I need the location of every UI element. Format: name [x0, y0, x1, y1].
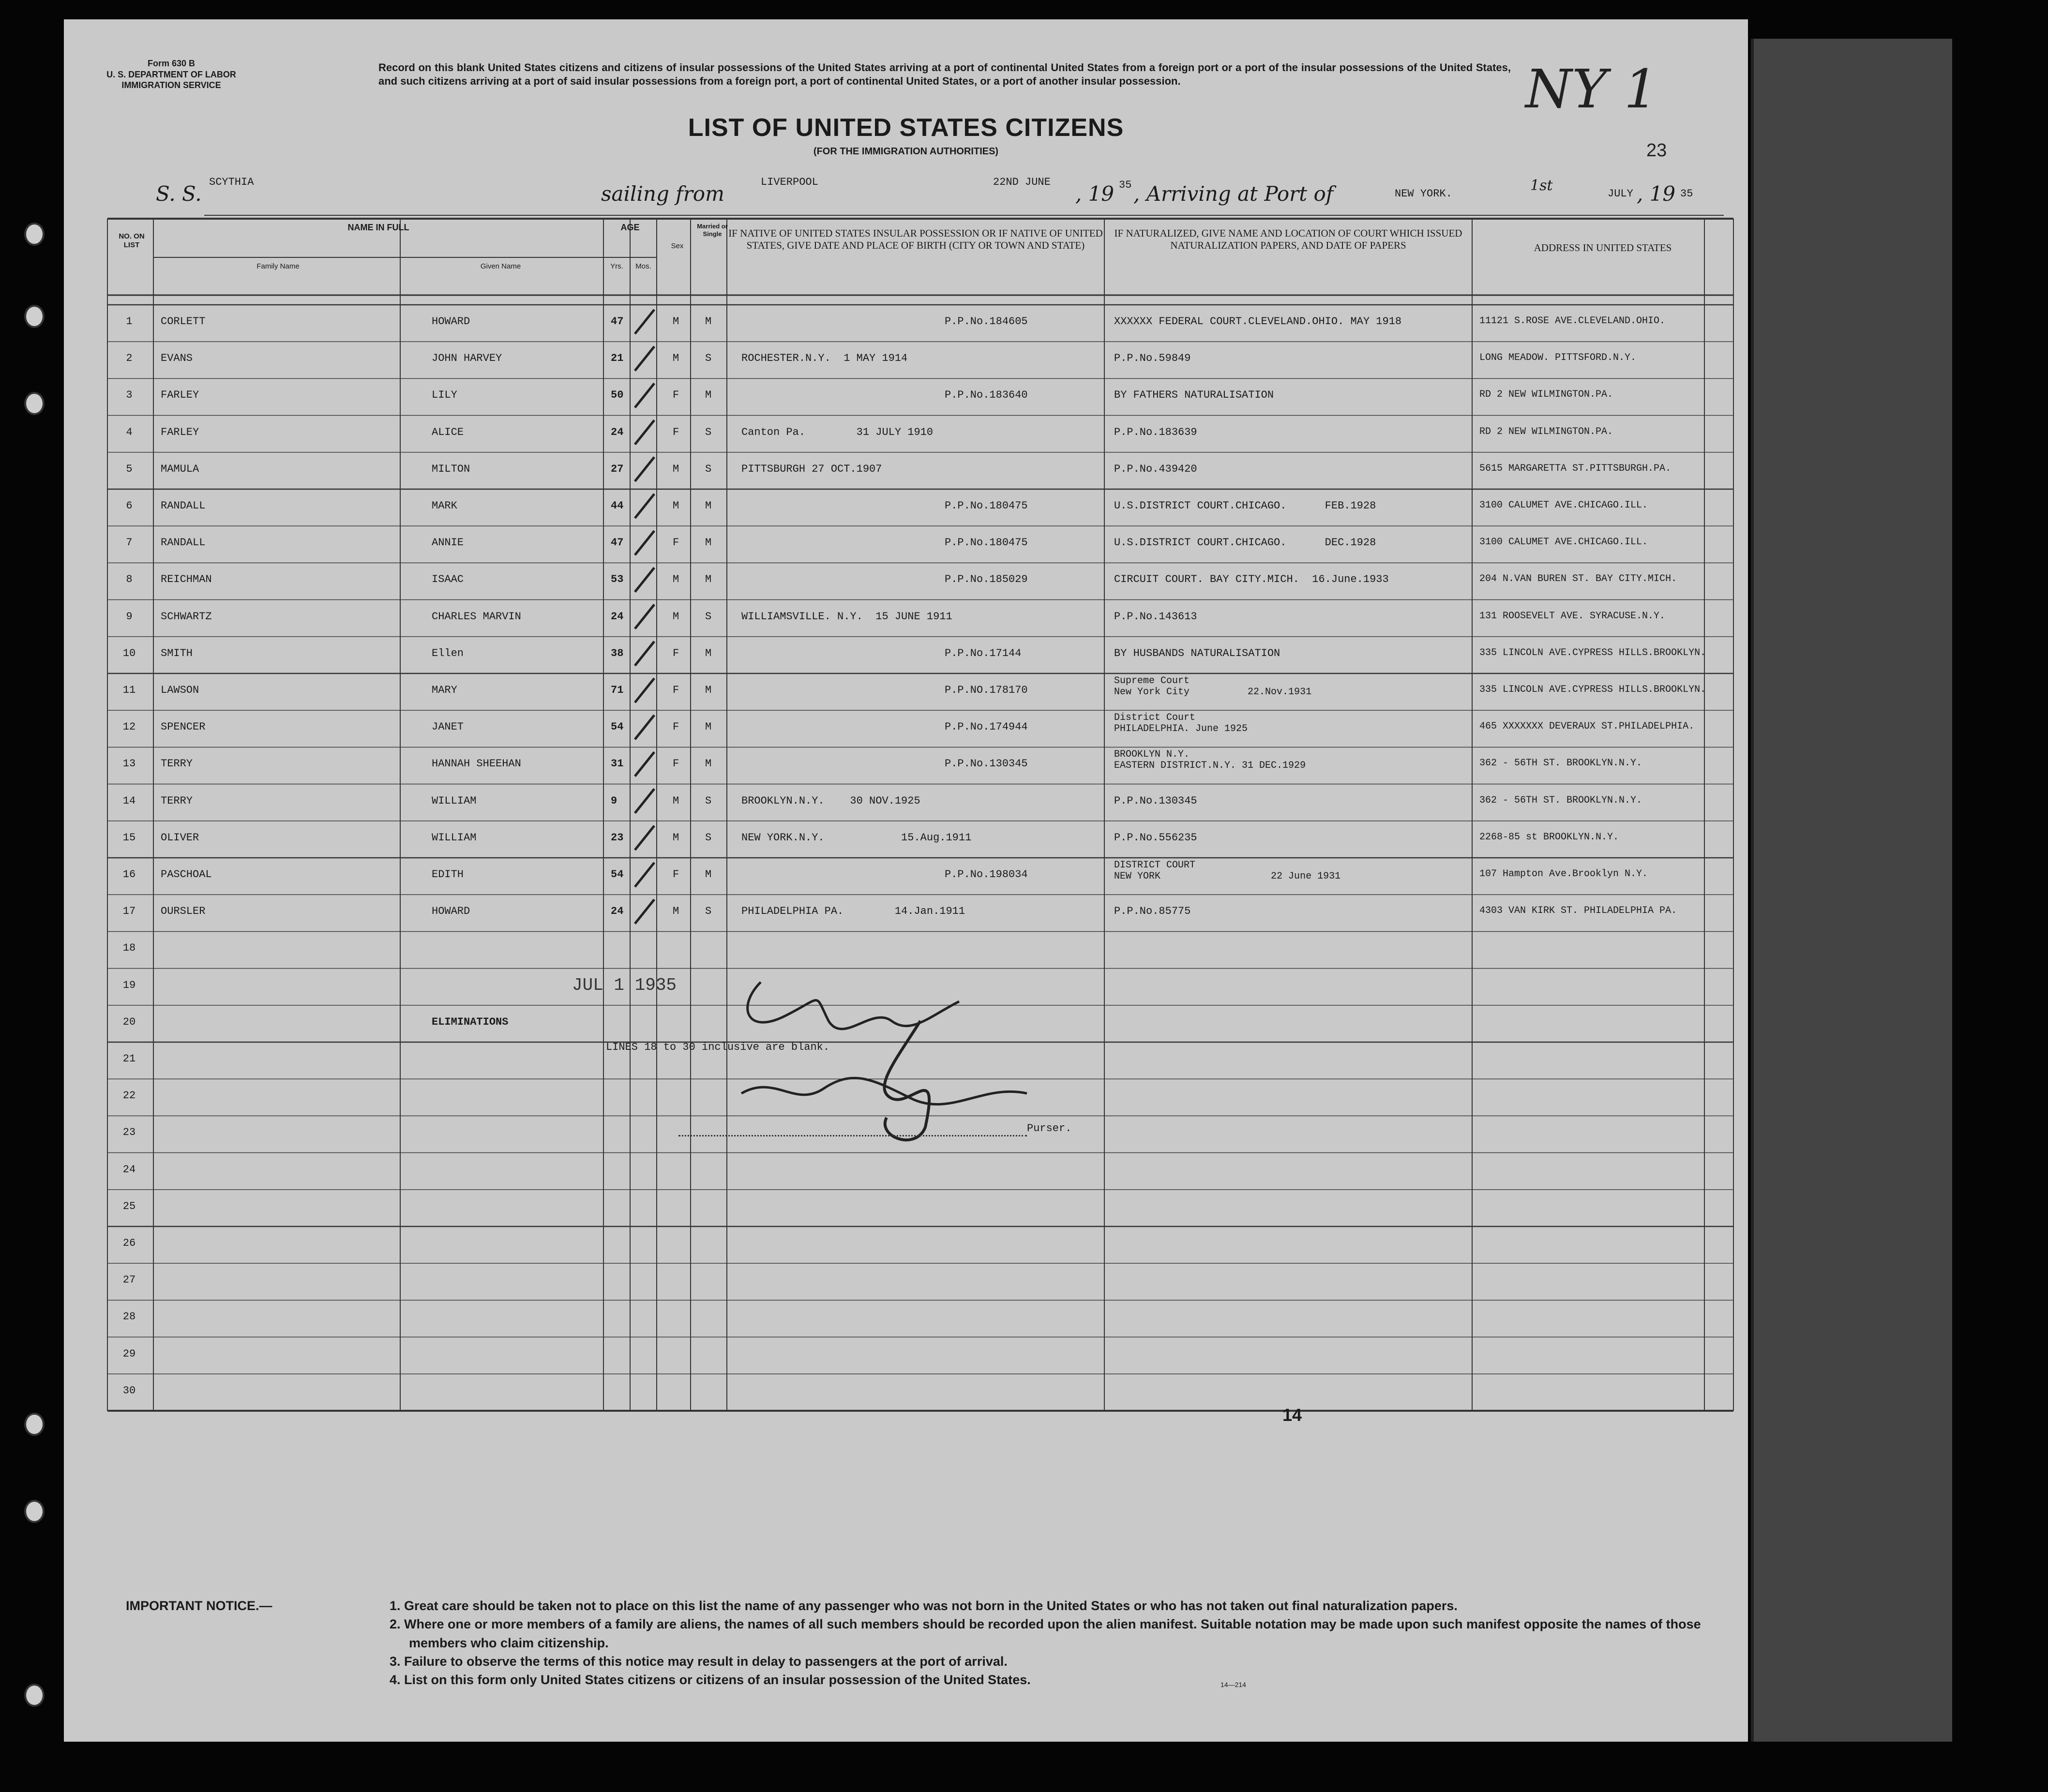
- manifest-page: [64, 19, 1748, 1742]
- sex-cell: M: [673, 573, 679, 586]
- header-years: Yrs.: [610, 262, 623, 270]
- marital-status-cell: M: [705, 500, 712, 512]
- row-number: 12: [122, 721, 136, 733]
- marital-status-cell: S: [705, 831, 712, 844]
- sex-cell: M: [673, 500, 679, 512]
- address-cell: 335 LINCOLN AVE.CYPRESS HILLS.BROOKLYN.: [1479, 647, 1706, 658]
- row-number: 6: [126, 500, 133, 512]
- notice-item: 4. List on this form only United States citizens or citizens of an insular possession of the United States.: [390, 1673, 1031, 1687]
- header-name-in-full: NAME IN FULL: [347, 223, 409, 232]
- notice-item: 3. Failure to observe the terms of this notice may result in delay to passengers at the port of arrival.: [390, 1654, 1008, 1669]
- given-name-cell: LILY: [432, 389, 457, 402]
- naturalization-cell: District Court PHILADELPHIA. June 1925: [1114, 712, 1248, 735]
- given-name-cell: ELIMINATIONS: [432, 1015, 509, 1028]
- age-years-cell: 47: [611, 315, 624, 328]
- sex-cell: F: [673, 647, 679, 659]
- sex-cell: F: [673, 684, 679, 696]
- header-months: Mos.: [635, 262, 651, 270]
- arrival-year: 35: [1680, 188, 1693, 200]
- marital-status-cell: M: [705, 573, 712, 586]
- family-name-cell: TERRY: [161, 794, 193, 807]
- naturalization-cell: P.P.No.130345: [1114, 794, 1197, 807]
- marital-status-cell: M: [705, 684, 712, 696]
- address-cell: RD 2 NEW WILMINGTON.PA.: [1479, 426, 1613, 437]
- age-years-cell: 24: [611, 426, 624, 438]
- sex-cell: F: [673, 537, 679, 549]
- marital-status-cell: M: [705, 721, 712, 733]
- department-name: U. S. DEPARTMENT OF LABOR: [106, 69, 236, 79]
- address-cell: 362 - 56TH ST. BROOKLYN.N.Y.: [1479, 794, 1642, 806]
- naturalization-cell: XXXXXX FEDERAL COURT.CLEVELAND.OHIO. MAY 1918: [1114, 315, 1402, 328]
- sex-cell: M: [673, 352, 679, 365]
- passport-cell: P.P.No.180475: [945, 500, 1028, 512]
- check-mark: [635, 457, 654, 481]
- marital-status-cell: S: [705, 794, 712, 807]
- given-name-cell: JANET: [432, 721, 464, 733]
- age-years-cell: 53: [611, 573, 624, 586]
- naturalization-cell: U.S.DISTRICT COURT.CHICAGO. FEB.1928: [1114, 500, 1376, 512]
- family-name-cell: EVANS: [161, 352, 193, 365]
- row-number: 14: [122, 794, 136, 807]
- birthplace-cell: BROOKLYN.N.Y. 30 NOV.1925: [741, 794, 920, 807]
- row-number: 9: [126, 610, 133, 623]
- given-name-cell: WILLIAM: [432, 794, 477, 807]
- given-name-cell: MARK: [432, 500, 457, 512]
- header-birth: IF NATIVE OF UNITED STATES INSULAR POSSESSION OR IF NATIVE OF UNITED STATES, GIVE DATE AND PLACE OF BIRTH (CITY OR TOWN AND STATE): [728, 227, 1103, 252]
- check-mark: [635, 715, 654, 739]
- page-subtitle: (FOR THE IMMIGRATION AUTHORITIES): [813, 146, 999, 157]
- marital-status-cell: S: [705, 905, 712, 918]
- sex-cell: F: [673, 758, 679, 770]
- row-number: 7: [126, 537, 133, 549]
- sex-cell: F: [673, 721, 679, 733]
- address-cell: LONG MEADOW. PITTSFORD.N.Y.: [1479, 352, 1637, 364]
- given-name-cell: MARY: [432, 684, 457, 696]
- family-name-cell: FARLEY: [161, 426, 199, 438]
- row-number: 4: [126, 426, 133, 438]
- header-address: ADDRESS IN UNITED STATES: [1534, 242, 1672, 254]
- arrival-day: 1st: [1530, 177, 1553, 194]
- row-number: 16: [122, 868, 136, 881]
- row-number: 3: [126, 389, 133, 402]
- naturalization-cell: Supreme Court New York City 22.Nov.1931: [1114, 675, 1312, 698]
- binding-strip: [1751, 39, 1952, 1742]
- address-cell: 107 Hampton Ave.Brooklyn N.Y.: [1479, 868, 1648, 880]
- given-name-cell: Ellen: [432, 647, 464, 659]
- family-name-cell: MAMULA: [161, 463, 199, 475]
- marital-status-cell: S: [705, 426, 712, 438]
- marital-status-cell: M: [705, 537, 712, 549]
- row-number: 2: [126, 352, 133, 365]
- age-years-cell: 71: [611, 684, 624, 696]
- purser-line: [678, 1135, 1027, 1136]
- sex-cell: F: [673, 426, 679, 438]
- given-name-cell: HOWARD: [432, 905, 470, 918]
- row-number: 24: [122, 1163, 136, 1176]
- address-cell: 5615 MARGARETTA ST.PITTSBURGH.PA.: [1479, 463, 1672, 474]
- check-mark: [635, 567, 654, 592]
- record-instructions: Record on this blank United States citizens and citizens of insular possessions of the United States arriving at a port of continental United States from a foreign port or a port of the insular possessions of the United States, and such citizens arriving at a port of said insular possessions from a foreign port, a port of continental United States, or a port of another insular possession.: [378, 61, 1511, 88]
- manifest-table-grid: [64, 19, 1748, 1742]
- age-years-cell: 38: [611, 647, 624, 659]
- passport-cell: P.P.No.185029: [945, 573, 1028, 586]
- birthplace-cell: PITTSBURGH 27 OCT.1907: [741, 463, 882, 475]
- year-prefix: , 19: [1075, 182, 1114, 206]
- naturalization-cell: CIRCUIT COURT. BAY CITY.MICH. 16.June.1933: [1114, 573, 1389, 586]
- punch-hole: [24, 1413, 45, 1436]
- eliminations-lines-text: LINES 18 to 30 inclusive are blank.: [606, 1041, 830, 1053]
- passport-cell: P.P.No.130345: [945, 758, 1028, 770]
- address-cell: 335 LINCOLN AVE.CYPRESS HILLS.BROOKLYN.: [1479, 684, 1706, 695]
- date-stamp: JUL 1 1935: [572, 975, 677, 995]
- family-name-cell: SPENCER: [161, 721, 206, 733]
- address-cell: RD 2 NEW WILMINGTON.PA.: [1479, 389, 1613, 401]
- age-years-cell: 47: [611, 537, 624, 549]
- check-mark: [635, 826, 654, 850]
- row-number: 18: [122, 942, 136, 955]
- row-number: 8: [126, 573, 133, 586]
- row-number: 28: [122, 1311, 136, 1323]
- passport-cell: P.P.No.17144: [945, 647, 1022, 659]
- marital-status-cell: S: [705, 352, 712, 365]
- row-number: 22: [122, 1090, 136, 1102]
- punch-hole: [24, 305, 45, 328]
- notice-item: 1. Great care should be taken not to place on this list the name of any passenger who was not born in the United States or who has not taken out final naturalization papers.: [390, 1598, 1458, 1613]
- signature-scrawl: [669, 963, 1298, 1156]
- marital-status-cell: M: [705, 389, 712, 402]
- row-number: 1: [126, 315, 133, 328]
- sex-cell: M: [673, 315, 679, 328]
- notice-item: 2. Where one or more members of a family are aliens, the names of all such members should be recorded upon the alien manifest. Suitable notation may be made upon such manifest opposite the names of those members who claim citizenship.: [390, 1617, 1701, 1650]
- marital-status-cell: M: [705, 868, 712, 881]
- header-given-name: Given Name: [480, 262, 521, 270]
- family-name-cell: SCHWARTZ: [161, 610, 212, 623]
- header-married-single: Married or Single: [697, 223, 728, 238]
- notice-items: [390, 1597, 1745, 1689]
- birthplace-cell: WILLIAMSVILLE. N.Y. 15 JUNE 1911: [741, 610, 952, 623]
- address-cell: 3100 CALUMET AVE.CHICAGO.ILL.: [1479, 537, 1648, 548]
- family-name-cell: SMITH: [161, 647, 193, 659]
- given-name-cell: ANNIE: [432, 537, 464, 549]
- sex-cell: M: [673, 794, 679, 807]
- address-cell: 362 - 56TH ST. BROOKLYN.N.Y.: [1479, 758, 1642, 769]
- port-from: LIVERPOOL: [761, 176, 818, 188]
- family-name-cell: TERRY: [161, 758, 193, 770]
- row-number: 20: [122, 1015, 136, 1028]
- marital-status-cell: M: [705, 758, 712, 770]
- check-mark: [635, 678, 654, 702]
- check-mark: [635, 642, 654, 666]
- given-name-cell: ISAAC: [432, 573, 464, 586]
- sailing-from-label: sailing from: [601, 182, 724, 206]
- row-number: 27: [122, 1274, 136, 1286]
- family-name-cell: OURSLER: [161, 905, 206, 918]
- address-cell: 204 N.VAN BUREN ST. BAY CITY.MICH.: [1479, 573, 1677, 585]
- ss-label: S. S.: [156, 182, 202, 206]
- sex-cell: M: [673, 610, 679, 623]
- sex-cell: F: [673, 868, 679, 881]
- header-family-name: Family Name: [256, 262, 300, 270]
- print-code: 14—214: [1220, 1681, 1246, 1688]
- arrival-month: JULY: [1608, 188, 1633, 200]
- check-mark: [635, 310, 654, 334]
- naturalization-cell: P.P.No.59849: [1114, 352, 1191, 365]
- birthplace-cell: Canton Pa. 31 JULY 1910: [741, 426, 934, 438]
- check-mark: [635, 789, 654, 813]
- marital-status-cell: M: [705, 647, 712, 659]
- given-name-cell: WILLIAM: [432, 831, 477, 844]
- address-cell: 465 XXXXXXX DEVERAUX ST.PHILADELPHIA.: [1479, 721, 1695, 732]
- corner-number: 23: [1646, 140, 1667, 161]
- family-name-cell: RANDALL: [161, 537, 206, 549]
- service-name: IMMIGRATION SERVICE: [121, 80, 221, 90]
- check-mark: [635, 605, 654, 629]
- form-number: Form 630 B: [147, 59, 196, 68]
- check-mark: [635, 531, 654, 555]
- address-cell: 131 ROOSEVELT AVE. SYRACUSE.N.Y.: [1479, 610, 1666, 622]
- ship-name: SCYTHIA: [209, 176, 254, 188]
- header-naturalized: IF NATURALIZED, GIVE NAME AND LOCATION OF COURT WHICH ISSUED NATURALIZATION PAPERS, AND DATE OF PAPERS: [1114, 227, 1462, 252]
- naturalization-cell: BROOKLYN N.Y. EASTERN DISTRICT.N.Y. 31 DEC.1929: [1114, 749, 1306, 772]
- given-name-cell: HANNAH SHEEHAN: [432, 758, 521, 770]
- marital-status-cell: S: [705, 463, 712, 475]
- naturalization-cell: P.P.No.143613: [1114, 610, 1197, 623]
- passport-cell: P.P.No.198034: [945, 868, 1028, 881]
- age-years-cell: 24: [611, 610, 624, 623]
- sex-cell: M: [673, 463, 679, 475]
- address-cell: 2268-85 st BROOKLYN.N.Y.: [1479, 831, 1619, 843]
- given-name-cell: EDITH: [432, 868, 464, 881]
- sail-year: 35: [1119, 179, 1132, 191]
- row-number: 17: [122, 905, 136, 918]
- family-name-cell: OLIVER: [161, 831, 199, 844]
- age-years-cell: 9: [611, 794, 617, 807]
- naturalization-cell: DISTRICT COURT NEW YORK 22 June 1931: [1114, 860, 1341, 882]
- arriving-label: , Arriving at Port of: [1133, 182, 1334, 206]
- age-years-cell: 23: [611, 831, 624, 844]
- row-number: 5: [126, 463, 133, 475]
- check-mark: [635, 346, 654, 371]
- naturalization-cell: BY HUSBANDS NATURALISATION: [1114, 647, 1280, 659]
- punch-hole: [24, 1684, 45, 1707]
- page-title: LIST OF UNITED STATES CITIZENS: [688, 114, 1124, 142]
- row-number: 11: [122, 684, 136, 696]
- address-cell: 3100 CALUMET AVE.CHICAGO.ILL.: [1479, 500, 1648, 511]
- row-number: 21: [122, 1053, 136, 1065]
- corner-mark: NY 1: [1525, 58, 1658, 120]
- given-name-cell: CHARLES MARVIN: [432, 610, 521, 623]
- family-name-cell: REICHMAN: [161, 573, 212, 586]
- row-number: 26: [122, 1237, 136, 1249]
- page-number: 14: [1282, 1405, 1302, 1425]
- passport-cell: P.P.No.180475: [945, 537, 1028, 549]
- family-name-cell: CORLETT: [161, 315, 206, 328]
- passport-cell: P.P.NO.178170: [945, 684, 1028, 696]
- age-years-cell: 44: [611, 500, 624, 512]
- sex-cell: M: [673, 905, 679, 918]
- family-name-cell: PASCHOAL: [161, 868, 212, 881]
- purser-label: Purser.: [1027, 1122, 1072, 1135]
- sex-cell: M: [673, 831, 679, 844]
- given-name-cell: HOWARD: [432, 315, 470, 328]
- punch-hole: [24, 392, 45, 415]
- given-name-cell: MILTON: [432, 463, 470, 475]
- notice-heading: IMPORTANT NOTICE.—: [126, 1598, 272, 1613]
- passport-cell: P.P.No.184605: [945, 315, 1028, 328]
- row-number: 29: [122, 1347, 136, 1360]
- address-cell: 11121 S.ROSE AVE.CLEVELAND.OHIO.: [1479, 315, 1666, 327]
- naturalization-cell: BY FATHERS NATURALISATION: [1114, 389, 1274, 402]
- naturalization-cell: P.P.No.439420: [1114, 463, 1197, 475]
- row-number: 30: [122, 1384, 136, 1397]
- check-mark: [635, 899, 654, 924]
- sex-cell: F: [673, 389, 679, 402]
- row-number: 25: [122, 1200, 136, 1212]
- check-mark: [635, 420, 654, 445]
- age-years-cell: 54: [611, 868, 624, 881]
- passport-cell: P.P.No.174944: [945, 721, 1028, 733]
- header-age: AGE: [620, 223, 640, 232]
- birthplace-cell: NEW YORK.N.Y. 15.Aug.1911: [741, 831, 972, 844]
- family-name-cell: LAWSON: [161, 684, 199, 696]
- check-mark: [635, 863, 654, 887]
- age-years-cell: 21: [611, 352, 624, 365]
- naturalization-cell: P.P.No.556235: [1114, 831, 1197, 844]
- check-mark: [635, 494, 654, 518]
- age-years-cell: 50: [611, 389, 624, 402]
- naturalization-cell: P.P.No.183639: [1114, 426, 1197, 438]
- birthplace-cell: ROCHESTER.N.Y. 1 MAY 1914: [741, 352, 908, 365]
- marital-status-cell: S: [705, 610, 712, 623]
- age-years-cell: 54: [611, 721, 624, 733]
- family-name-cell: RANDALL: [161, 500, 206, 512]
- naturalization-cell: U.S.DISTRICT COURT.CHICAGO. DEC.1928: [1114, 537, 1376, 549]
- punch-hole: [24, 223, 45, 246]
- year-prefix: , 19: [1637, 182, 1676, 206]
- row-number: 19: [122, 979, 136, 991]
- row-number: 23: [122, 1126, 136, 1139]
- age-years-cell: 31: [611, 758, 624, 770]
- given-name-cell: ALICE: [432, 426, 464, 438]
- address-cell: 4303 VAN KIRK ST. PHILADELPHIA PA.: [1479, 905, 1677, 917]
- check-mark: [635, 383, 654, 407]
- naturalization-cell: P.P.No.85775: [1114, 905, 1191, 918]
- marital-status-cell: M: [705, 315, 712, 328]
- age-years-cell: 24: [611, 905, 624, 918]
- age-years-cell: 27: [611, 463, 624, 475]
- passport-cell: P.P.No.183640: [945, 389, 1028, 402]
- port-to: NEW YORK.: [1395, 188, 1452, 200]
- sail-date: 22ND JUNE: [993, 176, 1051, 188]
- row-number: 15: [122, 831, 136, 844]
- row-number: 13: [122, 758, 136, 770]
- header-no-on-list: NO. ON LIST: [119, 232, 145, 249]
- family-name-cell: FARLEY: [161, 389, 199, 402]
- row-number: 10: [122, 647, 136, 659]
- check-mark: [635, 752, 654, 776]
- punch-hole: [24, 1500, 45, 1523]
- birthplace-cell: PHILADELPHIA PA. 14.Jan.1911: [741, 905, 965, 918]
- header-sex: Sex: [671, 242, 684, 250]
- given-name-cell: JOHN HARVEY: [432, 352, 502, 365]
